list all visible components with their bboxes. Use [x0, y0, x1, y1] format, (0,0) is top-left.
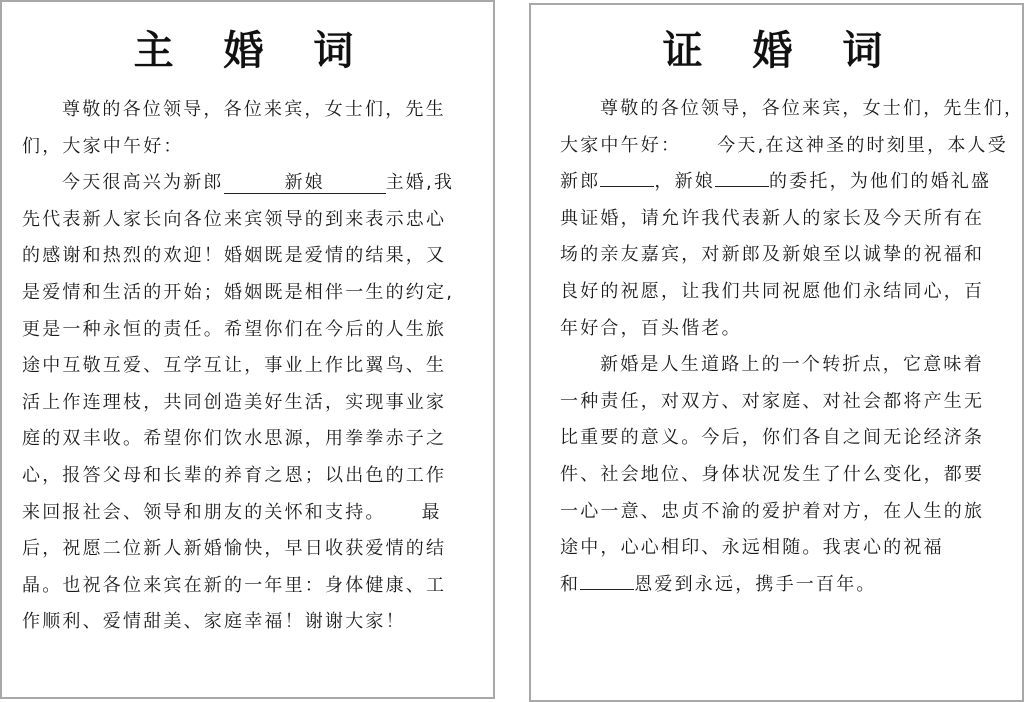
- text-line: 比重要的意义。今后，你们各自之间无论经济条: [560, 427, 985, 449]
- text-line: 庭的双丰收。希望你们饮水思源，用拳拳赤子之: [22, 428, 447, 450]
- text-line: 途中互敬互爱、互学互让，事业上作比翼鸟、生: [22, 355, 447, 377]
- text-line: 典证婚，请允许我代表新人的家长及今天所有在: [560, 207, 985, 229]
- text-line: 年好合，百头偕老。: [560, 317, 742, 339]
- text-line: 途中，心心相印、永远相随。我衷心的祝福: [560, 537, 944, 559]
- text-segment: 恩爱到永远，携手一百年。: [634, 573, 877, 595]
- text-line: 后，祝愿二位新人新婚愉快，早日收获爱情的结: [22, 538, 447, 560]
- text-line: 良好的祝愿，让我们共同祝愿他们永结同心，百: [560, 280, 985, 302]
- text-line: [560, 567, 996, 604]
- bride-name-blank[interactable]: [715, 166, 769, 187]
- text-segment: 的委托，为他们的婚礼盛: [769, 171, 992, 193]
- text-line: 一种责任，对双方、对家庭、对社会都将产生无: [560, 390, 985, 412]
- text-line: [560, 128, 1008, 165]
- text-line: 更是一种永恒的责任。希望你们在今后的人生旅: [22, 318, 447, 340]
- text-segment: 新郎: [560, 171, 601, 193]
- page-title: 证 婚 词: [662, 28, 901, 74]
- text-segment: 主婚,我: [385, 172, 455, 194]
- officiant-speech-page: [0, 0, 495, 699]
- text-line: 件、社会地位、身体状况发生了什么变化，都要: [560, 463, 985, 485]
- groom-name-blank[interactable]: [600, 166, 654, 187]
- fill-in-blank[interactable]: 新娘: [224, 173, 386, 194]
- text-line: 晶。也祝各位来宾在新的一年里：身体健康、工: [22, 574, 447, 596]
- text-line: 一心一意、忠贞不渝的爱护着对方，在人生的旅: [560, 500, 985, 522]
- text-line: 是爱情和生活的开始；婚姻既是相伴一生的约定,: [22, 281, 455, 303]
- text-line: [22, 495, 480, 532]
- text-segment: 最: [421, 501, 442, 523]
- text-segment: 大家中午好：: [560, 134, 682, 156]
- text-segment: ，新娘: [654, 171, 716, 193]
- speech-body: [22, 92, 480, 641]
- text-segment: 今天,在这神圣的时刻里，本人受: [717, 134, 1008, 156]
- text-line: [22, 165, 480, 202]
- text-line: 先代表新人家长向各位来宾领导的到来表示忠心: [22, 208, 447, 230]
- text-line: 作顺利、爱情甜美、家庭幸福！谢谢大家！: [22, 611, 406, 633]
- text-line: 们，大家中午好：: [22, 135, 184, 157]
- text-line: 活上作连理枝，共同创造美好生活，实现事业家: [22, 391, 447, 413]
- text-segment: 和: [560, 573, 581, 595]
- speech-body: [560, 91, 1024, 603]
- name-blank[interactable]: [580, 569, 634, 590]
- page-title: 主 婚 词: [133, 28, 372, 74]
- text-line: 尊敬的各位领导，各位来宾，女士们，先生: [62, 99, 446, 120]
- text-line: 的感谢和热烈的欢迎！婚姻既是爱情的结果，又: [22, 245, 447, 267]
- text-line: 新婚是人生道路上的一个转折点，它意味着: [600, 354, 984, 376]
- text-line: 场的亲友嘉宾，对新郎及新娘至以诚挚的祝福和: [560, 244, 985, 266]
- text-segment: 今天很高兴为新郎: [62, 172, 224, 194]
- text-line: [560, 164, 996, 201]
- text-segment: 来回报社会、领导和朋友的关怀和支持。: [22, 501, 386, 523]
- witness-speech-page: [529, 3, 1024, 702]
- text-line: 尊敬的各位领导，各位来宾，女士们，先生们，: [600, 98, 1024, 119]
- text-line: 心，报答父母和长辈的养育之恩；以出色的工作: [22, 464, 447, 486]
